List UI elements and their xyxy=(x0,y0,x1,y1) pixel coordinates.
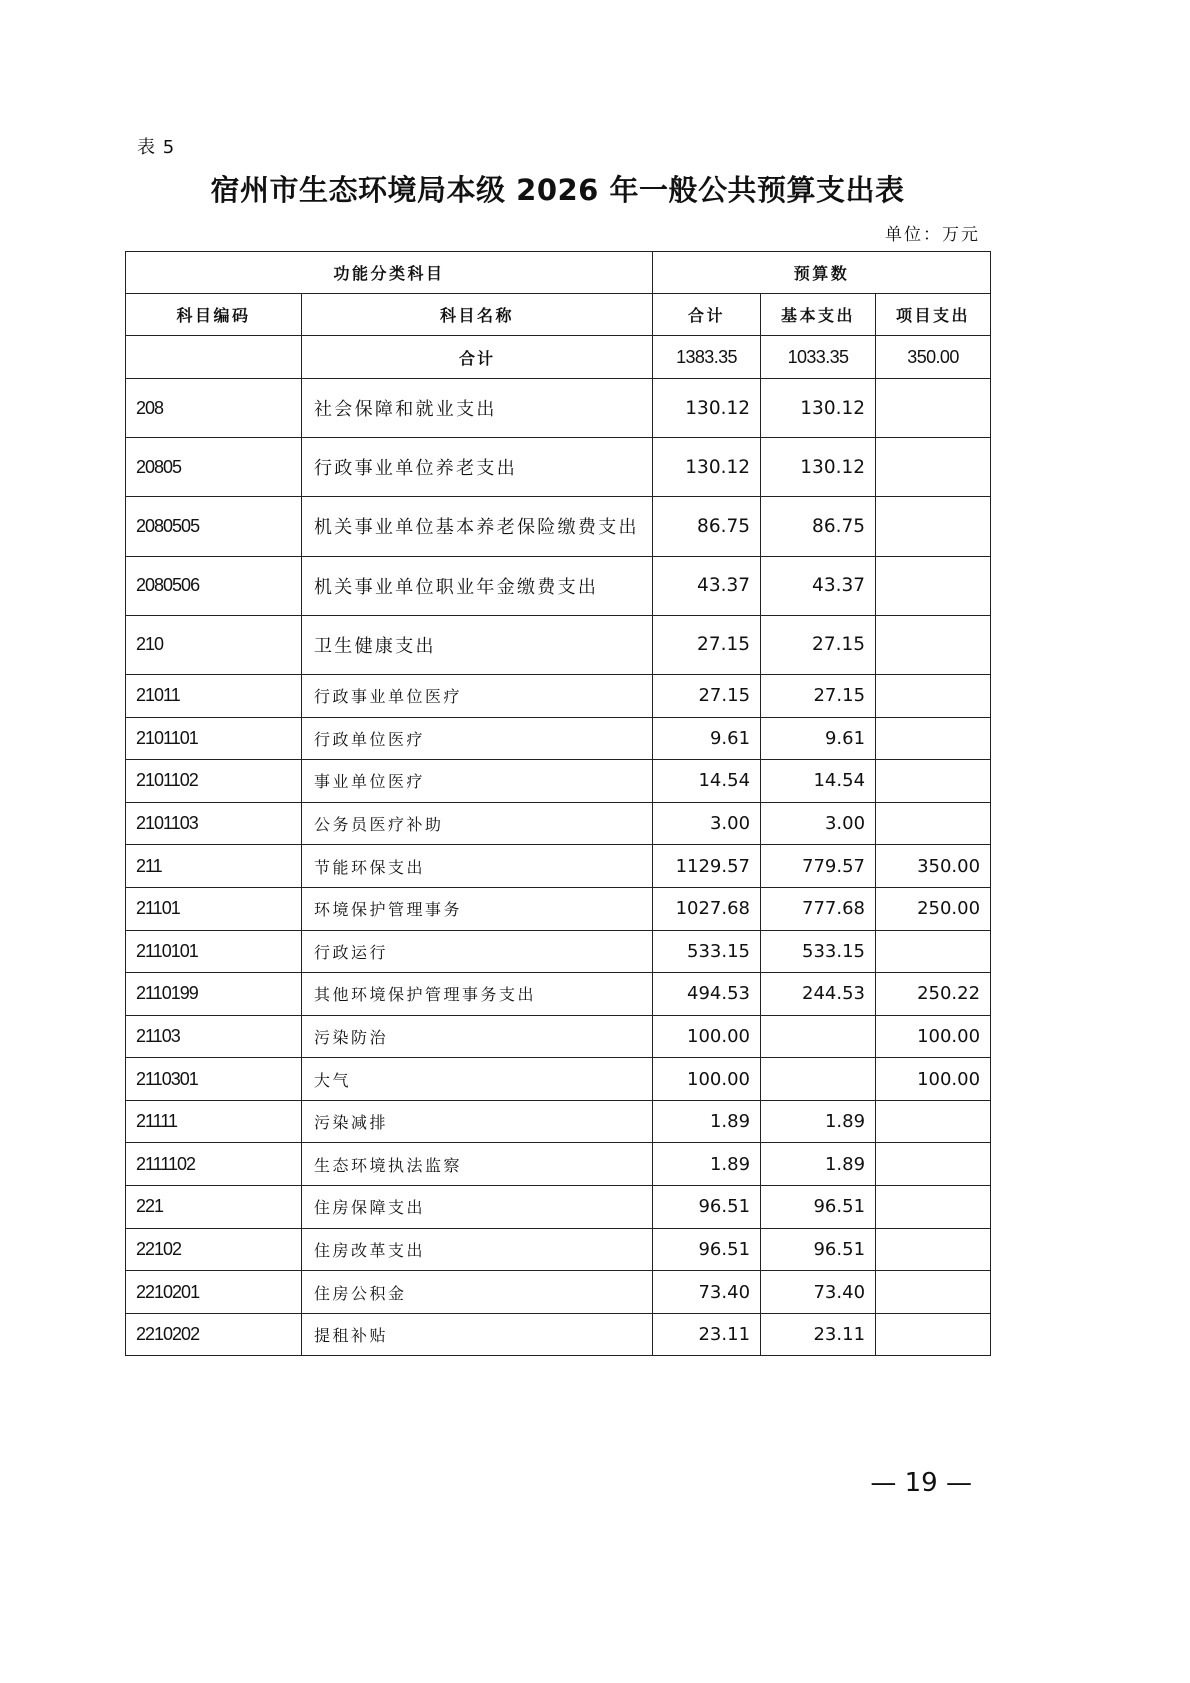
table-row xyxy=(126,674,991,717)
table-row xyxy=(126,556,991,615)
total-cell: 130.12 xyxy=(653,379,761,438)
total-cell: 96.51 xyxy=(653,1228,761,1271)
project-expense-cell xyxy=(876,802,991,845)
header-row-columns xyxy=(126,294,991,336)
subject-code-cell: 2210201 xyxy=(126,1271,302,1314)
subject-code-cell: 2110199 xyxy=(126,973,302,1016)
project-expense-cell xyxy=(876,1313,991,1356)
project-expense-cell xyxy=(876,760,991,803)
project-expense-cell: 250.00 xyxy=(876,887,991,930)
project-expense-cell: 250.22 xyxy=(876,973,991,1016)
total-row xyxy=(126,336,991,379)
basic-expense-cell: 27.15 xyxy=(761,615,876,674)
basic-expense-cell xyxy=(761,1015,876,1058)
basic-expense-cell: 130.12 xyxy=(761,379,876,438)
total-row-project-expense: 350.00 xyxy=(876,336,991,379)
header-basic-expense: 基本支出 xyxy=(761,294,876,336)
subject-code-cell: 2110301 xyxy=(126,1058,302,1101)
total-cell: 1.89 xyxy=(653,1100,761,1143)
budget-expenditure-table xyxy=(125,251,991,1356)
total-cell: 1.89 xyxy=(653,1143,761,1186)
subject-name-cell: 住房保障支出 xyxy=(302,1186,653,1229)
subject-code-cell: 210 xyxy=(126,615,302,674)
total-row-total: 1383.35 xyxy=(653,336,761,379)
subject-code-cell: 2101103 xyxy=(126,802,302,845)
subject-code-cell: 221 xyxy=(126,1186,302,1229)
header-project-expense: 项目支出 xyxy=(876,294,991,336)
subject-name-cell: 机关事业单位基本养老保险缴费支出 xyxy=(302,497,653,556)
table-row xyxy=(126,760,991,803)
subject-name-cell: 卫生健康支出 xyxy=(302,615,653,674)
project-expense-cell xyxy=(876,1271,991,1314)
total-cell: 3.00 xyxy=(653,802,761,845)
subject-code-cell: 2111102 xyxy=(126,1143,302,1186)
subject-code-cell: 2110101 xyxy=(126,930,302,973)
table-row xyxy=(126,887,991,930)
subject-name-cell: 机关事业单位职业年金缴费支出 xyxy=(302,556,653,615)
total-cell: 73.40 xyxy=(653,1271,761,1314)
project-expense-cell xyxy=(876,379,991,438)
table-row xyxy=(126,1228,991,1271)
document-title: 宿州市生态环境局本级 2026 年一般公共预算支出表 xyxy=(210,173,905,207)
project-expense-cell: 100.00 xyxy=(876,1058,991,1101)
subject-name-cell: 社会保障和就业支出 xyxy=(302,379,653,438)
subject-name-cell: 污染防治 xyxy=(302,1015,653,1058)
project-expense-cell xyxy=(876,615,991,674)
total-row-label: 合计 xyxy=(302,336,653,379)
subject-name-cell: 节能环保支出 xyxy=(302,845,653,888)
subject-name-cell: 住房改革支出 xyxy=(302,1228,653,1271)
project-expense-cell xyxy=(876,1100,991,1143)
subject-name-cell: 大气 xyxy=(302,1058,653,1101)
project-expense-cell: 350.00 xyxy=(876,845,991,888)
subject-name-cell: 公务员医疗补助 xyxy=(302,802,653,845)
table-row xyxy=(126,973,991,1016)
subject-name-cell: 环境保护管理事务 xyxy=(302,887,653,930)
total-row-basic-expense: 1033.35 xyxy=(761,336,876,379)
table-row xyxy=(126,379,991,438)
subject-name-cell: 污染减排 xyxy=(302,1100,653,1143)
basic-expense-cell: 1.89 xyxy=(761,1143,876,1186)
total-cell: 14.54 xyxy=(653,760,761,803)
total-cell: 100.00 xyxy=(653,1015,761,1058)
basic-expense-cell: 130.12 xyxy=(761,438,876,497)
table-row xyxy=(126,1271,991,1314)
total-cell: 96.51 xyxy=(653,1186,761,1229)
total-cell: 27.15 xyxy=(653,615,761,674)
subject-name-cell: 提租补贴 xyxy=(302,1313,653,1356)
basic-expense-cell: 96.51 xyxy=(761,1228,876,1271)
basic-expense-cell: 779.57 xyxy=(761,845,876,888)
basic-expense-cell: 23.11 xyxy=(761,1313,876,1356)
subject-code-cell: 20805 xyxy=(126,438,302,497)
subject-name-cell: 行政单位医疗 xyxy=(302,717,653,760)
table-row xyxy=(126,615,991,674)
table-row xyxy=(126,1186,991,1229)
total-row-code xyxy=(126,336,302,379)
subject-code-cell: 21111 xyxy=(126,1100,302,1143)
page-number: — 19 — xyxy=(870,1468,972,1498)
basic-expense-cell: 73.40 xyxy=(761,1271,876,1314)
subject-name-cell: 行政运行 xyxy=(302,930,653,973)
subject-name-cell: 住房公积金 xyxy=(302,1271,653,1314)
total-cell: 130.12 xyxy=(653,438,761,497)
total-cell: 27.15 xyxy=(653,674,761,717)
project-expense-cell xyxy=(876,497,991,556)
header-functional-classification: 功能分类科目 xyxy=(126,252,653,294)
project-expense-cell xyxy=(876,1228,991,1271)
subject-code-cell: 2101101 xyxy=(126,717,302,760)
subject-name-cell: 事业单位医疗 xyxy=(302,760,653,803)
basic-expense-cell: 1.89 xyxy=(761,1100,876,1143)
total-cell: 1129.57 xyxy=(653,845,761,888)
basic-expense-cell: 533.15 xyxy=(761,930,876,973)
unit-label: 单位：万元 xyxy=(885,225,980,245)
header-total: 合计 xyxy=(653,294,761,336)
project-expense-cell xyxy=(876,674,991,717)
table-row xyxy=(126,802,991,845)
subject-code-cell: 22102 xyxy=(126,1228,302,1271)
project-expense-cell xyxy=(876,438,991,497)
table-row xyxy=(126,1100,991,1143)
total-cell: 23.11 xyxy=(653,1313,761,1356)
subject-name-cell: 生态环境执法监察 xyxy=(302,1143,653,1186)
project-expense-cell xyxy=(876,717,991,760)
table-row xyxy=(126,438,991,497)
basic-expense-cell: 43.37 xyxy=(761,556,876,615)
basic-expense-cell: 96.51 xyxy=(761,1186,876,1229)
basic-expense-cell: 3.00 xyxy=(761,802,876,845)
project-expense-cell xyxy=(876,1186,991,1229)
basic-expense-cell: 244.53 xyxy=(761,973,876,1016)
total-cell: 494.53 xyxy=(653,973,761,1016)
subject-code-cell: 208 xyxy=(126,379,302,438)
total-cell: 100.00 xyxy=(653,1058,761,1101)
basic-expense-cell: 27.15 xyxy=(761,674,876,717)
total-cell: 533.15 xyxy=(653,930,761,973)
table-row xyxy=(126,1143,991,1186)
project-expense-cell xyxy=(876,556,991,615)
total-cell: 9.61 xyxy=(653,717,761,760)
project-expense-cell: 100.00 xyxy=(876,1015,991,1058)
subject-name-cell: 其他环境保护管理事务支出 xyxy=(302,973,653,1016)
basic-expense-cell: 14.54 xyxy=(761,760,876,803)
project-expense-cell xyxy=(876,1143,991,1186)
table-row xyxy=(126,717,991,760)
header-subject-name: 科目名称 xyxy=(302,294,653,336)
table-row xyxy=(126,930,991,973)
basic-expense-cell: 86.75 xyxy=(761,497,876,556)
subject-name-cell: 行政事业单位养老支出 xyxy=(302,438,653,497)
table-row xyxy=(126,497,991,556)
basic-expense-cell: 777.68 xyxy=(761,887,876,930)
table-row xyxy=(126,1313,991,1356)
basic-expense-cell xyxy=(761,1058,876,1101)
subject-code-cell: 21011 xyxy=(126,674,302,717)
table-row xyxy=(126,1058,991,1101)
subject-code-cell: 2101102 xyxy=(126,760,302,803)
subject-code-cell: 21103 xyxy=(126,1015,302,1058)
subject-name-cell: 行政事业单位医疗 xyxy=(302,674,653,717)
header-subject-code: 科目编码 xyxy=(126,294,302,336)
header-row-group xyxy=(126,252,991,294)
project-expense-cell xyxy=(876,930,991,973)
subject-code-cell: 2080505 xyxy=(126,497,302,556)
total-cell: 86.75 xyxy=(653,497,761,556)
subject-code-cell: 2080506 xyxy=(126,556,302,615)
subject-code-cell: 21101 xyxy=(126,887,302,930)
table-row xyxy=(126,845,991,888)
basic-expense-cell: 9.61 xyxy=(761,717,876,760)
subject-code-cell: 211 xyxy=(126,845,302,888)
subject-code-cell: 2210202 xyxy=(126,1313,302,1356)
total-cell: 1027.68 xyxy=(653,887,761,930)
total-cell: 43.37 xyxy=(653,556,761,615)
table-label: 表 5 xyxy=(137,137,176,158)
table-row xyxy=(126,1015,991,1058)
header-budget-amount: 预算数 xyxy=(653,252,991,294)
